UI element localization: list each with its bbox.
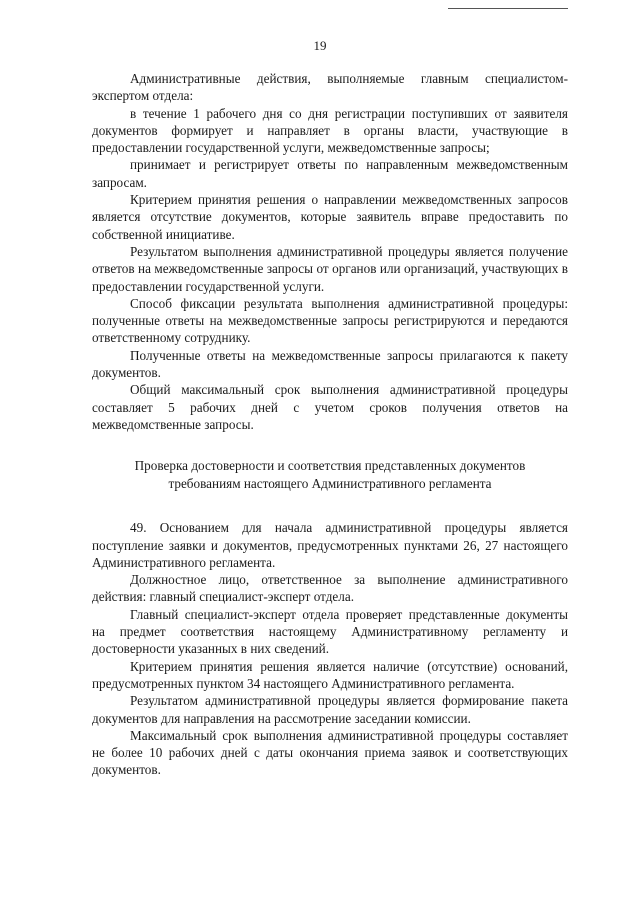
paragraph: Общий максимальный срок выполнения административной процедуры составляет 5 рабочих дней с учетом сроков получения ответов на межведомственные запросы.	[92, 382, 568, 432]
paragraph: Способ фиксации результата выполнения административной процедуры: полученные ответы на межведомственные запросы регистрируются и передаются ответственному сотруднику.	[92, 295, 568, 346]
page-number: 19	[313, 38, 327, 53]
paragraph: принимает и регистрирует ответы по направленным межведомственным запросам.	[92, 157, 568, 190]
paragraph: Критерием принятия решения является наличие (отсутствие) оснований, предусмотренных пунктом 34 настоящего Административного регламента.	[92, 658, 568, 691]
paragraph: Полученные ответы на межведомственные запросы прилагаются к пакету документов.	[92, 347, 568, 381]
paragraph: Административные действия, выполняемые главным специалистом-экспертом отдела:	[92, 71, 568, 104]
paragraph: Результатом выполнения административной процедуры является получение ответов на межведомственные запросы от органов или организаций, участвующих в предоставлении государственной услуги.	[92, 243, 568, 294]
document-body	[92, 70, 568, 779]
paragraph: Должностное лицо, ответственное за выполнение административного действия: главный специалист-эксперт отдела.	[92, 572, 568, 605]
paragraph: Главный специалист-эксперт отдела проверяет представленные документы на предмет соответствия настоящему Административному регламенту и достоверности указанных в них сведений.	[92, 606, 568, 657]
section-heading	[92, 457, 568, 493]
paragraph: Результатом административной процедуры является формирование пакета документов для направления на рассмотрение заседании комиссии.	[92, 693, 568, 726]
section-heading-line-2: требованиям настоящего Административного регламента	[168, 476, 492, 492]
paragraph: Максимальный срок выполнения административной процедуры составляет не более 10 рабочих дней с даты окончания приема заявок и соответствующих документов.	[92, 727, 568, 778]
paragraph: в течение 1 рабочего дня со дня регистрации поступивших от заявителя документов формирует и направляет в органы власти, участвующие в предоставлении государственной услуги, межведомственные запросы;	[92, 105, 568, 156]
paragraph: 49. Основанием для начала административной процедуры является поступление заявки и документов, предусмотренных пунктами 26, 27 настоящего Административного регламента.	[92, 520, 568, 570]
paragraph: Критерием принятия решения о направлении межведомственных запросов является отсутствие документов, которые заявитель вправе предоставить по собственной инициативе.	[92, 192, 568, 242]
section-heading-line-1: Проверка достоверности и соответствия представленных документов	[134, 458, 526, 474]
top-rule	[448, 8, 568, 9]
